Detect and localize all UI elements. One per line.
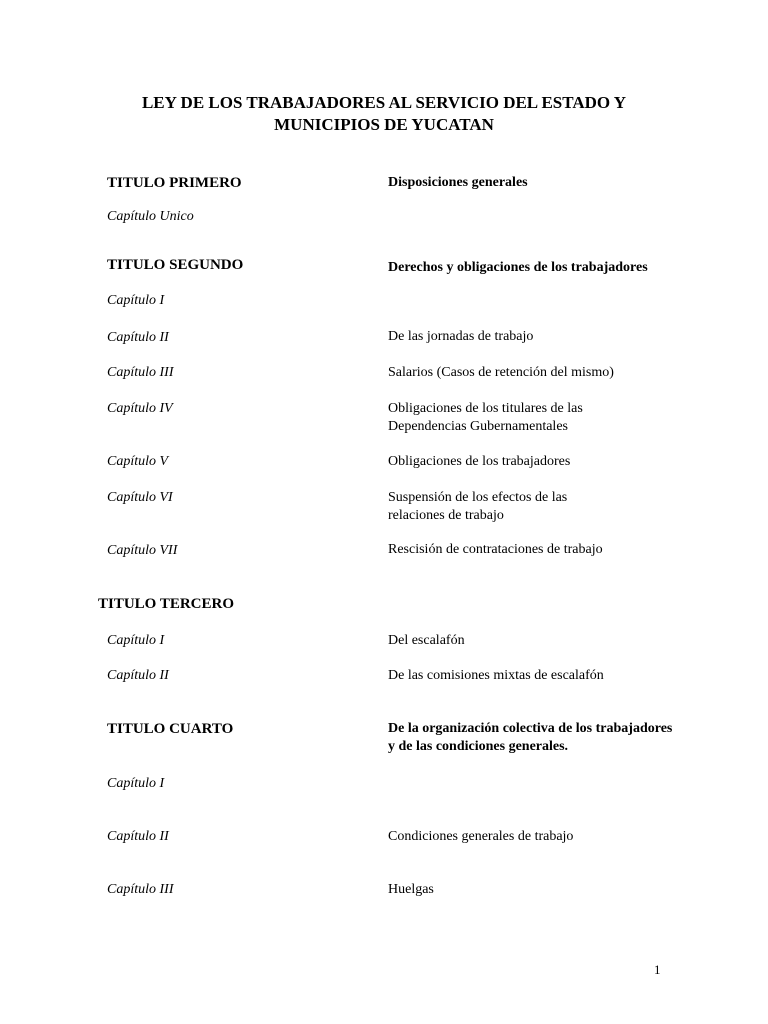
titulo-description-line: y de las condiciones generales. [388, 739, 569, 754]
capitulo-label: Capítulo I [107, 293, 165, 308]
capitulo-label: Capítulo VII [107, 543, 178, 558]
capitulo-description [388, 881, 718, 899]
capitulo-description [388, 364, 718, 382]
capitulo-description-line: Dependencias Gubernamentales [388, 419, 568, 434]
capitulo-description-line: Salarios (Casos de retención del mismo) [388, 365, 614, 380]
capitulo-description-line: Huelgas [388, 882, 434, 897]
titulo-description-line: Derechos y obligaciones de los trabajadores [388, 260, 648, 275]
capitulo-description [388, 828, 718, 846]
titulo-label: TITULO CUARTO [107, 721, 234, 737]
capitulo-label: Capítulo II [107, 330, 169, 345]
titulo-description-line: Disposiciones generales [388, 175, 528, 190]
document-title-line: LEY DE LOS TRABAJADORES AL SERVICIO DEL ESTADO Y [141, 93, 627, 112]
capitulo-description-line: De las comisiones mixtas de escalafón [388, 668, 604, 683]
capitulo-description-line: Obligaciones de los trabajadores [388, 454, 571, 469]
capitulo-description [388, 328, 718, 346]
capitulo-description [388, 541, 718, 559]
titulo-label: TITULO PRIMERO [107, 175, 242, 191]
document-title [0, 92, 768, 136]
capitulo-label: Capítulo III [107, 882, 174, 897]
capitulo-label: Capítulo I [107, 633, 165, 648]
titulo-description-line: De la organización colectiva de los trabajadores [388, 721, 673, 736]
capitulo-label: Capítulo Unico [107, 209, 194, 224]
titulo-description [388, 174, 718, 192]
titulo-description [388, 720, 718, 756]
titulo-label: TITULO SEGUNDO [107, 257, 244, 273]
capitulo-description-line: relaciones de trabajo [388, 508, 504, 523]
capitulo-label: Capítulo I [107, 776, 165, 791]
capitulo-label: Capítulo V [107, 454, 169, 469]
capitulo-label: Capítulo IV [107, 401, 173, 416]
capitulo-description-line: Rescisión de contrataciones de trabajo [388, 542, 603, 557]
capitulo-description-line: Obligaciones de los titulares de las [388, 401, 583, 416]
document-title-line: MUNICIPIOS DE YUCATAN [274, 115, 494, 134]
capitulo-description [388, 489, 718, 525]
capitulo-description [388, 400, 718, 436]
capitulo-description [388, 667, 718, 685]
page-number: 1 [654, 962, 661, 977]
capitulo-description-line: Condiciones generales de trabajo [388, 829, 574, 844]
capitulo-description [388, 453, 718, 471]
capitulo-description-line: Del escalafón [388, 633, 465, 648]
capitulo-label: Capítulo III [107, 365, 174, 380]
capitulo-description [388, 632, 718, 650]
capitulo-label: Capítulo VI [107, 490, 173, 505]
capitulo-description-line: De las jornadas de trabajo [388, 329, 534, 344]
capitulo-description-line: Suspensión de los efectos de las [388, 490, 568, 505]
capitulo-label: Capítulo II [107, 668, 169, 683]
capitulo-label: Capítulo II [107, 829, 169, 844]
titulo-description [388, 259, 718, 277]
titulo-label: TITULO TERCERO [98, 596, 235, 612]
